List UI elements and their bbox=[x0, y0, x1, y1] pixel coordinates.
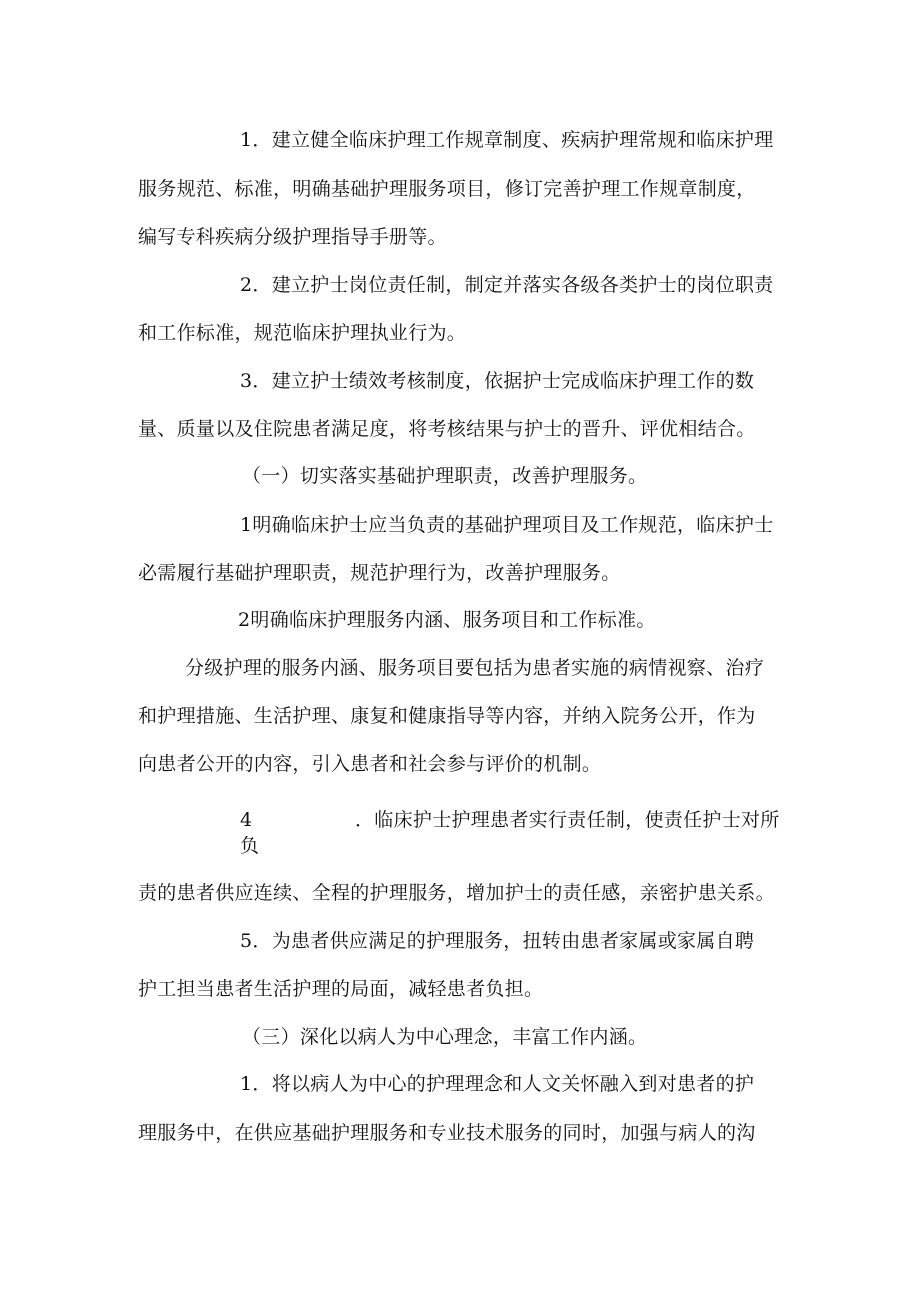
paragraph-line: 2．建立护士岗位责任制，制定并落实各级各类护士的岗位职责 bbox=[240, 274, 774, 296]
paragraph-line: 和护理措施、生活护理、康复和健康指导等内容，并纳入院务公开，作为 bbox=[138, 705, 756, 727]
paragraph-line: 量、质量以及住院患者满足度，将考核结果与护士的晋升、评优相结合。 bbox=[138, 418, 756, 440]
paragraph-line: 1明确临床护士应当负责的基础护理项目及工作规范，临床护士 bbox=[240, 514, 774, 536]
section-heading: （一）切实落实基础护理职责，改善护理服务。 bbox=[242, 465, 648, 487]
paragraph-line: 必需履行基础护理职责，规范护理行为，改善护理服务。 bbox=[138, 562, 621, 584]
paragraph-line: ．临床护士护理患者实行责任制，使责任护士对所 bbox=[355, 809, 780, 831]
paragraph-line: 理服务中，在供应基础护理服务和专业技术服务的同时，加强与病人的沟 bbox=[138, 1122, 756, 1144]
paragraph-line: 责的患者供应连续、全程的护理服务，增加护士的责任感，亲密护患关系。 bbox=[138, 882, 775, 904]
paragraph-line: 3．建立护士绩效考核制度，依据护士完成临床护理工作的数 bbox=[240, 370, 755, 392]
paragraph-line: 服务规范、标准，明确基础护理服务项目，修订完善护理工作规章制度， bbox=[138, 178, 756, 200]
paragraph-line: 5．为患者供应满足的护理服务，扭转由患者家属或家属自聘 bbox=[240, 930, 755, 952]
section-heading: （三）深化以病人为中心理念，丰富工作内涵。 bbox=[242, 1026, 648, 1048]
paragraph-line: 向患者公开的内容，引入患者和社会参与评价的机制。 bbox=[138, 753, 602, 775]
paragraph-line: 编写专科疾病分级护理指导手册等。 bbox=[138, 226, 447, 248]
paragraph-line: 负 bbox=[240, 835, 260, 857]
paragraph-line: 分级护理的服务内涵、服务项目要包括为患者实施的病情视察、治疗 bbox=[185, 657, 765, 679]
paragraph-line: 1．将以病人为中心的护理理念和人文关怀融入到对患者的护 bbox=[240, 1073, 755, 1095]
list-number: 4 bbox=[240, 809, 253, 831]
paragraph-line: 护工担当患者生活护理的局面，减轻患者负担。 bbox=[138, 978, 544, 1000]
paragraph-line: 和工作标准，规范临床护理执业行为。 bbox=[138, 322, 467, 344]
paragraph-line: 2明确临床护理服务内涵、服务项目和工作标准。 bbox=[238, 609, 656, 631]
paragraph-line: 1．建立健全临床护理工作规章制度、疾病护理常规和临床护理 bbox=[240, 129, 774, 151]
